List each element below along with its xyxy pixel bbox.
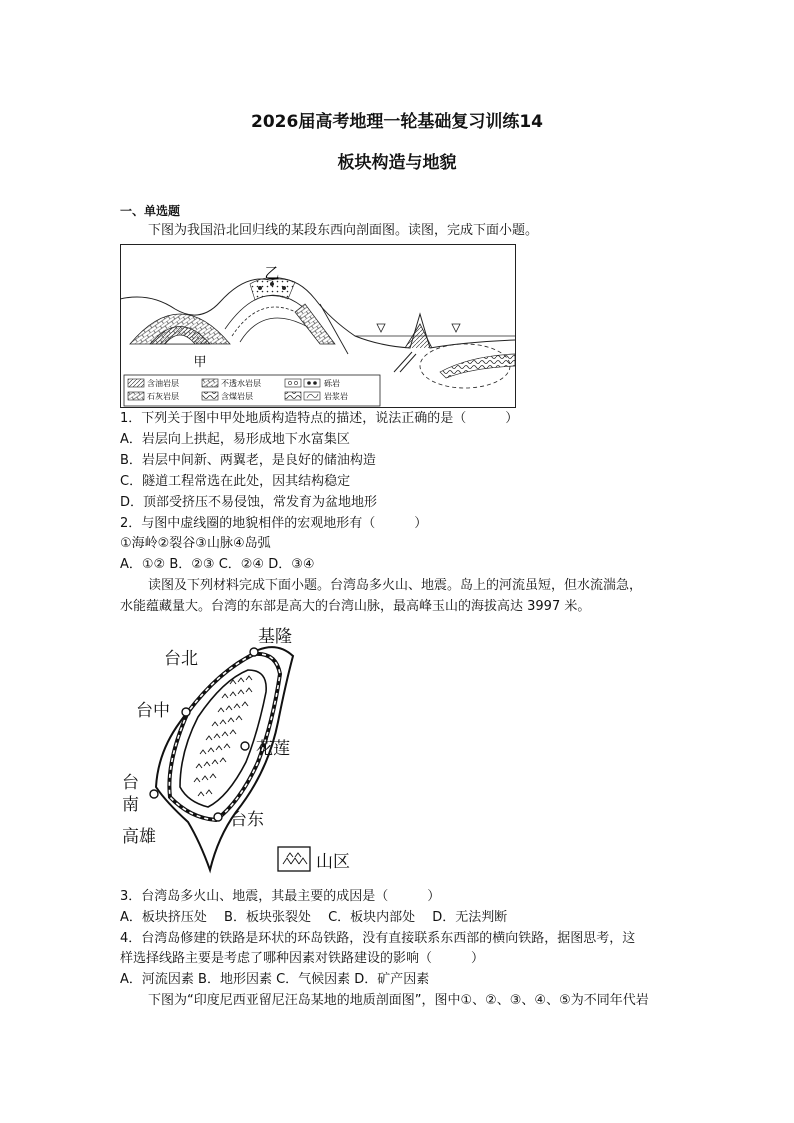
question-4-stem-line-1: 4．台湾岛修建的铁路是环状的环岛铁路，没有直接联系东西部的横向铁路，据图思考，这 (120, 931, 636, 946)
taiwan-map-figure (118, 622, 368, 880)
label-yi: 乙 (264, 264, 280, 282)
question-2-options: A．①② B．②③ C．②④ D．③④ (120, 557, 315, 572)
document-subtitle: 板块构造与地貌 (337, 153, 457, 173)
legend-limestone: 石灰岩层 (147, 392, 179, 401)
legend-coal-layer: 含煤岩层 (221, 392, 253, 401)
city-label-tainan-2: 南 (122, 795, 139, 815)
taitung-marker (214, 813, 222, 821)
legend-mountain-area: 山区 (316, 852, 350, 872)
geologic-cross-section-figure (120, 244, 516, 408)
city-label-taitung: 台东 (230, 810, 264, 830)
hualien-marker (241, 742, 249, 750)
intro-paragraph: 下图为我国沿北回归线的某段东西向剖面图。读图，完成下面小题。 (148, 223, 539, 238)
label-jia: 甲 (193, 355, 207, 370)
legend-magmatic-rock: 岩浆岩 (324, 392, 348, 401)
legend-impermeable-layer: 不透水岩层 (221, 379, 261, 388)
question-4-options: A．河流因素 B．地形因素 C．气候因素 D．矿产因素 (120, 972, 430, 987)
question-1-option-b: B．岩层中间新、两翼老，是良好的储油构造 (120, 453, 376, 468)
city-label-kaohsiung: 高雄 (122, 827, 156, 847)
city-label-taipei: 台北 (164, 649, 198, 669)
taichung-marker (182, 708, 190, 716)
keelung-marker (250, 648, 258, 656)
legend-conglomerate: 砾岩 (324, 379, 340, 388)
question-2-stem: 2．与图中虚线圈的地貌相伴的宏观地形有（ ） (120, 516, 428, 531)
city-label-tainan-1: 台 (122, 773, 139, 793)
question-1-option-a: A．岩层向上拱起，易形成地下水富集区 (120, 432, 350, 447)
question-2-items: ①海岭②裂谷③山脉④岛弧 (120, 536, 271, 551)
question-4-stem-line-2: 样选择线路主要是考虑了哪种因素对铁路建设的影响（ ） (120, 951, 485, 966)
legend-oil-layer: 含油岩层 (147, 379, 179, 388)
question-1-option-c: C．隧道工程常选在此处，因其结构稳定 (120, 474, 351, 489)
city-label-keelung: 基隆 (258, 627, 292, 647)
document-title: 2026届高考地理一轮基础复习训练14 (251, 112, 543, 132)
city-label-taichung: 台中 (136, 701, 170, 721)
question-3-stem: 3．台湾岛多火山、地震，其最主要的成因是（ ） (120, 889, 441, 904)
section-heading: 一、单选题 (120, 204, 181, 218)
material-paragraph-line-1: 读图及下列材料完成下面小题。台湾岛多火山、地震。岛上的河流虽短，但水流湍急， (148, 578, 643, 593)
tainan-marker (150, 790, 158, 798)
question-1-stem: 1．下列关于图中甲处地质构造特点的描述，说法正确的是（ ） (120, 411, 519, 426)
city-label-hualien: 花莲 (256, 739, 290, 759)
question-1-option-d: D．顶部受挤压不易侵蚀，常发育为盆地地形 (120, 495, 378, 510)
material-3-paragraph: 下图为“印度尼西亚留尼汪岛某地的地质剖面图”，图中①、②、③、④、⑤为不同年代岩 (148, 993, 649, 1008)
question-3-options: A．板块挤压处 B．板块张裂处 C．板块内部处 D．无法判断 (120, 910, 508, 925)
material-paragraph-line-2: 水能蕴藏量大。台湾的东部是高大的台湾山脉，最高峰玉山的海拔高达 3997 米。 (120, 599, 591, 614)
legend (124, 375, 380, 406)
